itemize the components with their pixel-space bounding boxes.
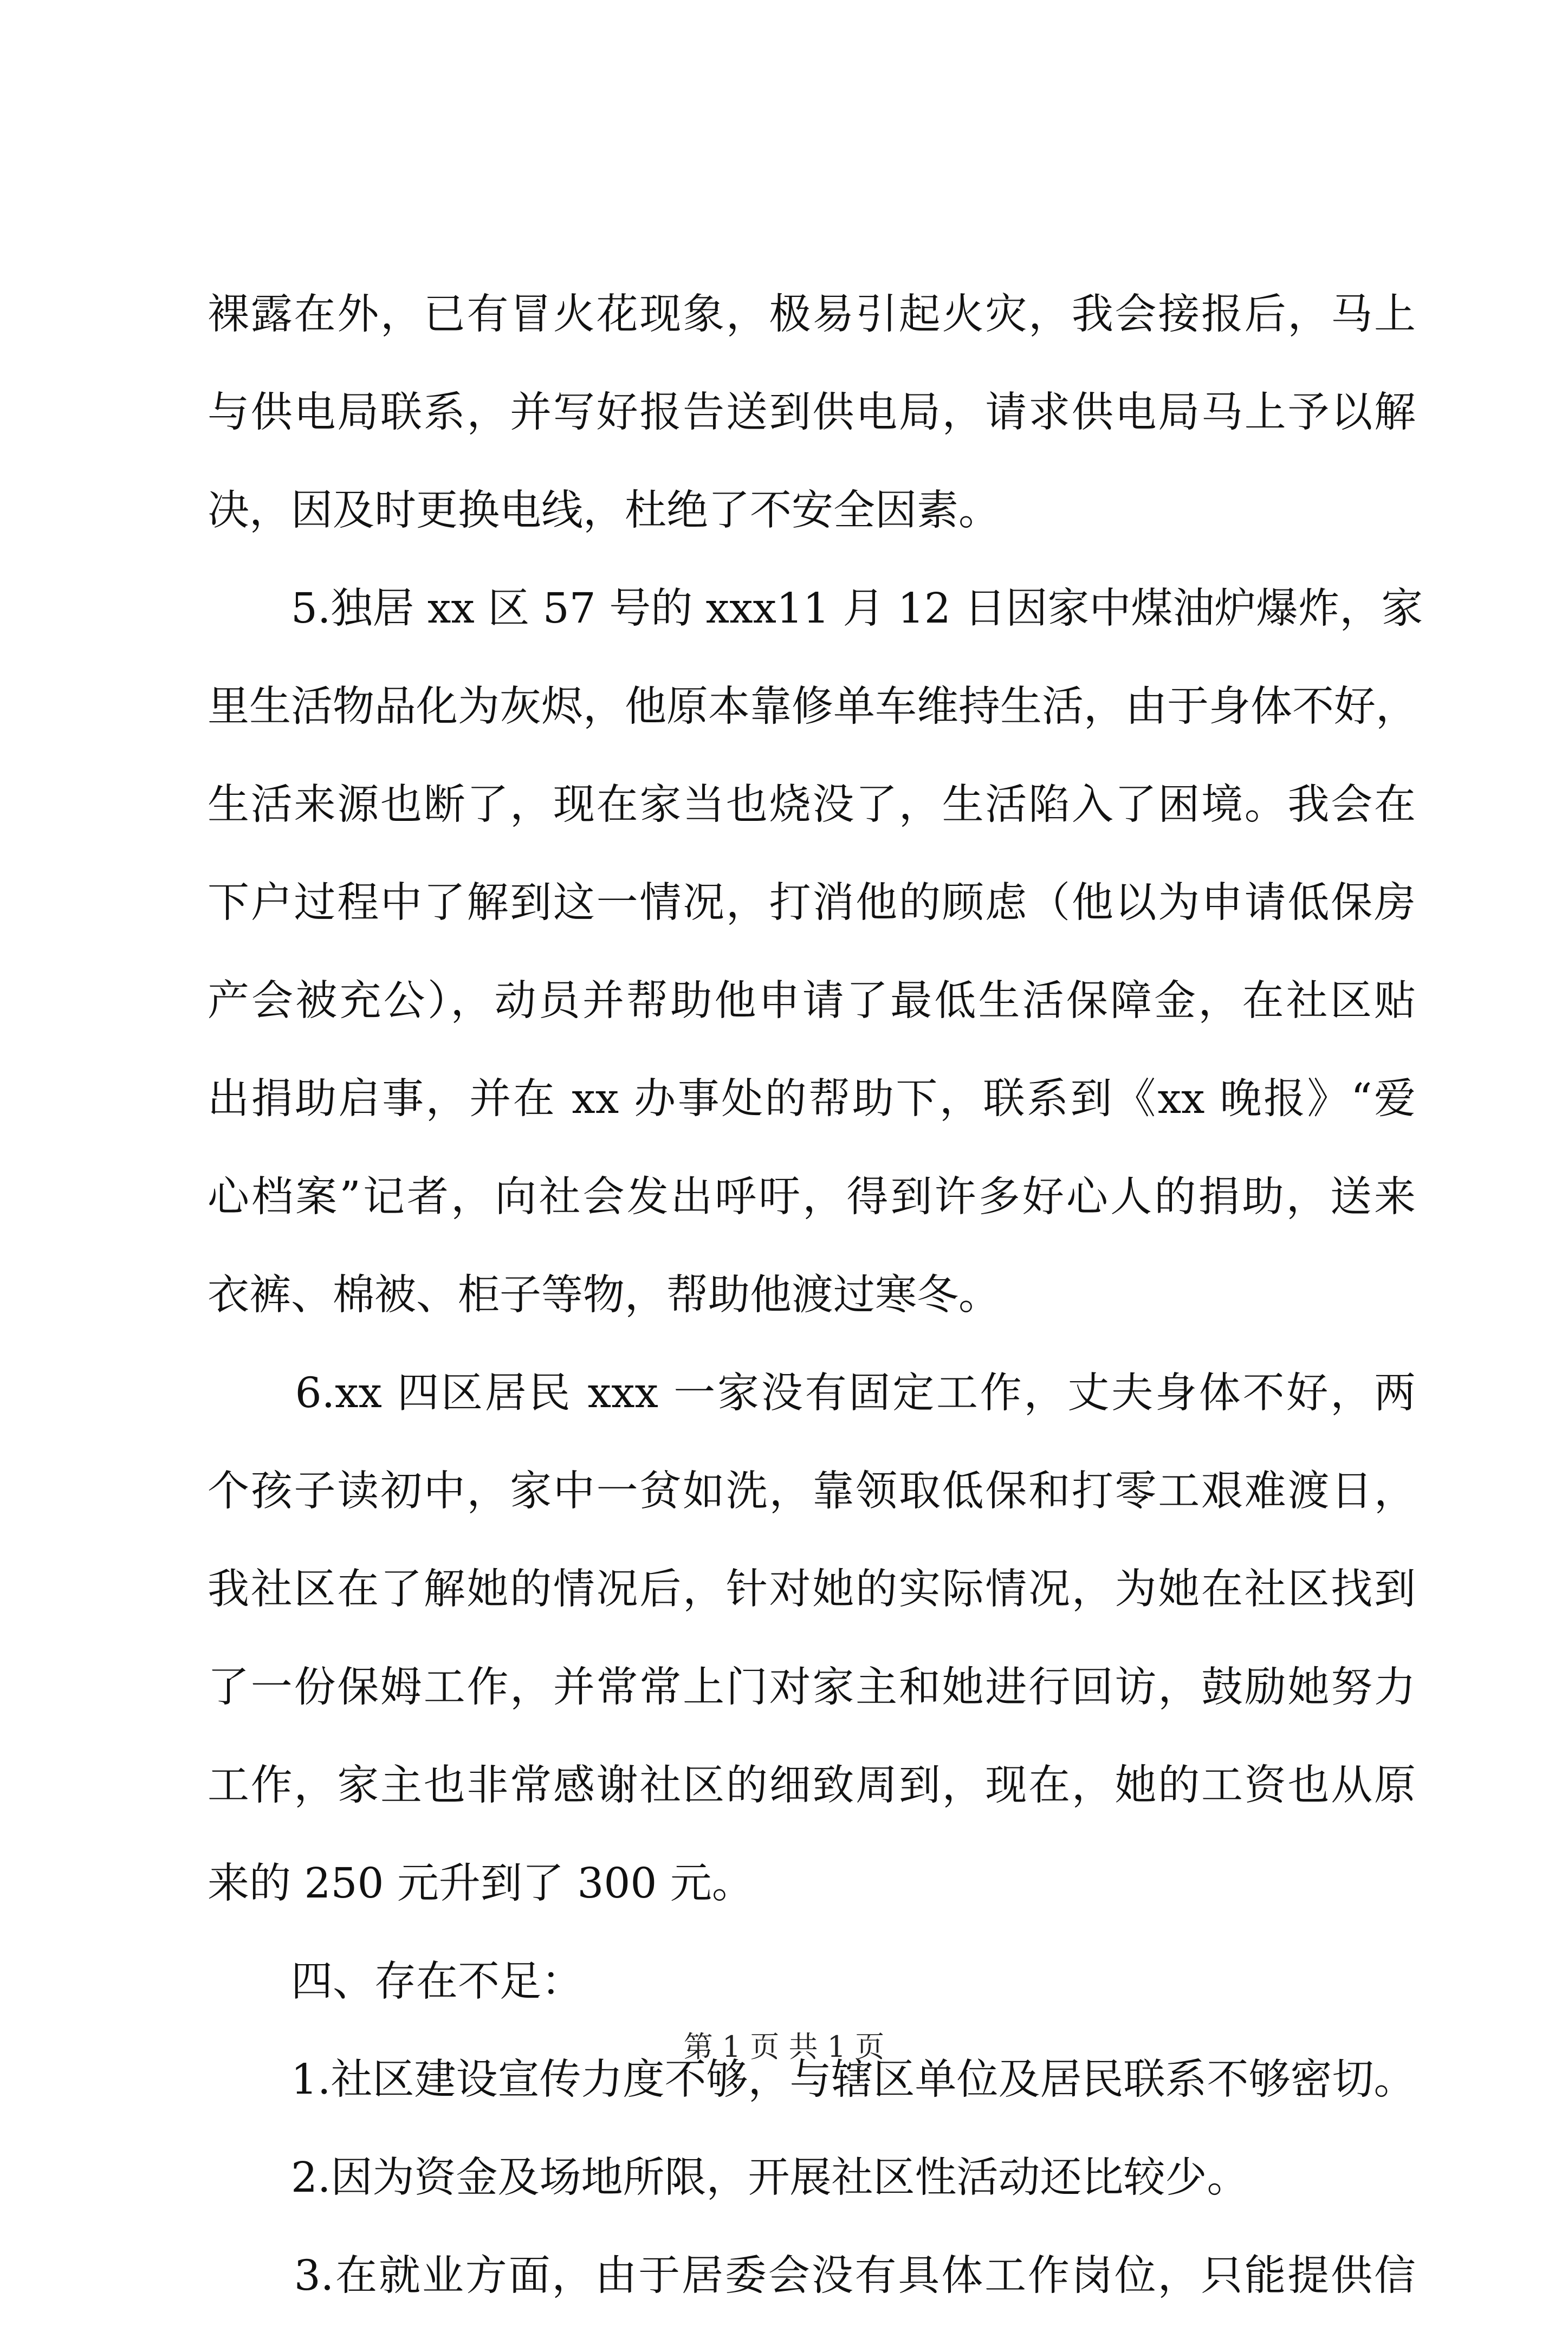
text-line: 了一份保姆工作，并常常上门对家主和她进行回访，鼓励她努力 bbox=[208, 1663, 1416, 1712]
text-line: 衣裤、棉被、柜子等物，帮助他渡过寒冬。 bbox=[208, 1271, 1000, 1319]
text-line: 个孩子读初中，家中一贫如洗，靠领取低保和打零工艰难渡日， bbox=[208, 1467, 1416, 1516]
text-line: 我社区在了解她的情况后，针对她的实际情况，为她在社区找到 bbox=[208, 1565, 1416, 1614]
text-line: 工作，家主也非常感谢社区的细致周到，现在，她的工资也从原 bbox=[208, 1761, 1416, 1810]
text-line: 6.xx 四区居民 xxx 一家没有固定工作，丈夫身体不好，两 bbox=[208, 1369, 1416, 1417]
list-item: 1.社区建设宣传力度不够，与辖区单位及居民联系不够密切。 bbox=[208, 2056, 1416, 2104]
text-line: 产会被充公），动员并帮助他申请了最低生活保障金，在社区贴 bbox=[208, 977, 1416, 1025]
list-item: 3.在就业方面，由于居委会没有具体工作岗位，只能提供信 bbox=[208, 2252, 1416, 2300]
text-line: 下户过程中了解到这一情况，打消他的顾虑（他以为申请低保房 bbox=[208, 879, 1416, 927]
text-line: 5.独居 xx 区 57 号的 xxx11 月 12 日因家中煤油炉爆炸，家 bbox=[208, 585, 1423, 633]
text-line: 生活来源也断了，现在家当也烧没了，生活陷入了困境。我会在 bbox=[208, 781, 1416, 829]
text-line: 裸露在外，已有冒火花现象，极易引起火灾，我会接报后，马上 bbox=[208, 290, 1416, 339]
text-line: 里生活物品化为灰烬，他原本靠修单车维持生活，由于身体不好， bbox=[208, 683, 1417, 731]
text-line: 与供电局联系，并写好报告送到供电局，请求供电局马上予以解 bbox=[208, 388, 1416, 437]
list-item: 2.因为资金及场地所限，开展社区性活动还比较少。 bbox=[208, 2154, 1249, 2202]
document-body bbox=[208, 265, 1423, 2325]
text-line: 来的 250 元升到了 300 元。 bbox=[208, 1860, 754, 1908]
text-line: 出捐助启事，并在 xx 办事处的帮助下，联系到《xx 晚报》“爱 bbox=[208, 1075, 1416, 1123]
text-line: 决，因及时更换电线，杜绝了不安全因素。 bbox=[208, 487, 1000, 535]
text-line: 心档案”记者，向社会发出呼吁，得到许多好心人的捐助，送来 bbox=[208, 1173, 1416, 1221]
page-footer: 第 1 页 共 1 页 bbox=[683, 2030, 885, 2064]
section-heading: 四、存在不足： bbox=[208, 1958, 583, 2006]
